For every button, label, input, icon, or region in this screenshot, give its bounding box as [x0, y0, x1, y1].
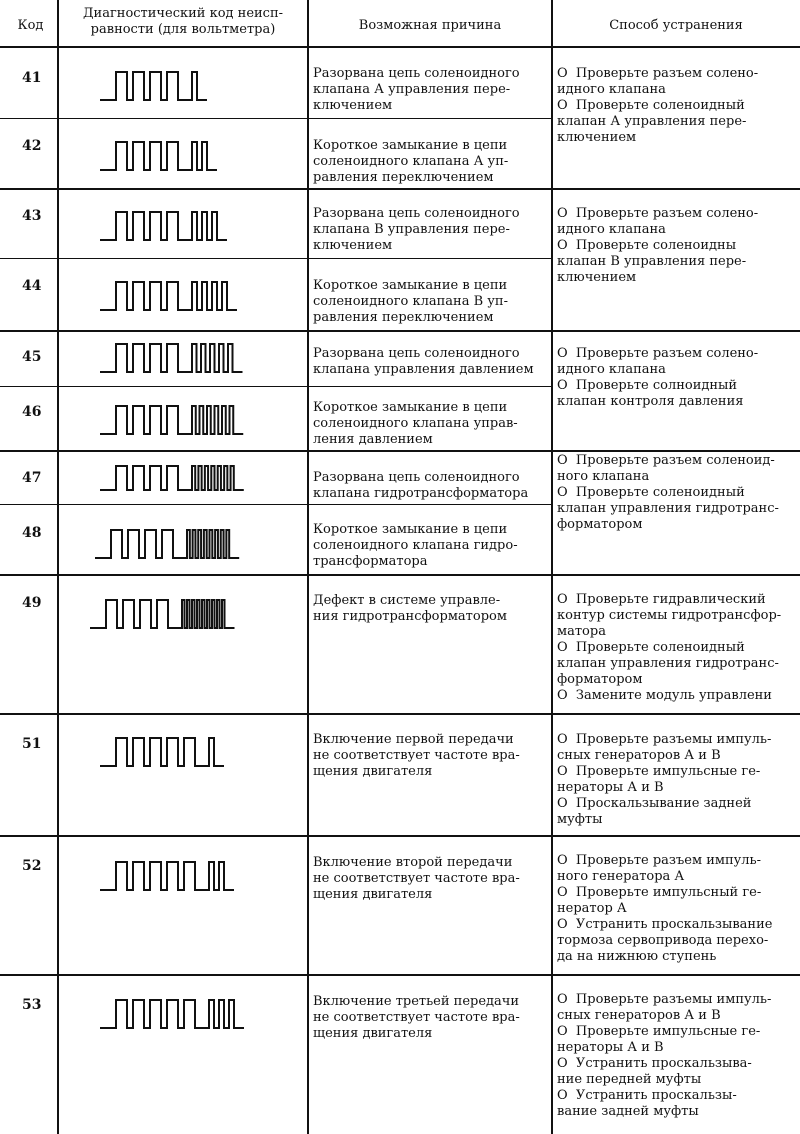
pulse-signal-44 [100, 276, 270, 316]
row-remedy: О Проверьте разъем соленоид- ного клапана О Проверьте соленоидный клапан управления гидротранс- форматором [557, 453, 779, 532]
row-code: 46 [22, 404, 42, 420]
header-cause: Возможная причина [358, 18, 502, 33]
row-cause: Короткое замыкание в цепи соленоидного клапана гидро- трансформатора [313, 522, 518, 569]
row-remedy: О Проверьте разъем солено- идного клапана О Проверьте соленоидный клапан А управления пере- ключением [557, 66, 759, 145]
header-bottom-line [0, 46, 800, 48]
pulse-signal-46 [100, 400, 280, 440]
row-code: 42 [22, 138, 42, 154]
row-divider [0, 713, 800, 715]
row-divider [0, 188, 800, 190]
pulse-signal-45 [100, 338, 280, 378]
row-cause: Разорвана цепь соленоидного клапана В управления пере- ключением [313, 206, 520, 253]
pulse-signal-52 [100, 856, 270, 896]
pulse-waveform-line [90, 600, 235, 628]
pulse-signal-51 [100, 732, 270, 772]
pulse-signal-43 [100, 206, 260, 246]
row-cause: Разорвана цепь соленоидного клапана А управления пере- ключением [313, 66, 520, 113]
row-cause: Дефект в системе управле- ния гидротрансформатором [313, 593, 507, 624]
pulse-waveform-line [100, 72, 207, 100]
pulse-waveform-line [100, 738, 224, 766]
row-divider [0, 574, 800, 576]
row-remedy: О Проверьте разъем солено- идного клапана О Проверьте соленоидны клапан В управления пере- ключением [557, 206, 759, 285]
pulse-signal-53 [100, 994, 270, 1034]
row-cause: Включение третьей передачи не соответствует частоте вра- щения двигателя [313, 994, 520, 1041]
pulse-waveform-line [100, 282, 237, 310]
row-cause: Включение второй передачи не соответствует частоте вра- щения двигателя [313, 855, 520, 902]
row-divider [0, 118, 553, 119]
row-code: 47 [22, 470, 42, 486]
pulse-signal-48 [95, 524, 285, 564]
row-code: 53 [22, 997, 42, 1013]
pulse-signal-49 [90, 594, 290, 634]
pulse-waveform-line [100, 142, 217, 170]
row-code: 52 [22, 858, 42, 874]
row-divider [0, 386, 553, 387]
row-cause: Короткое замыкание в цепи соленоидного клапана А уп- равления переключением [313, 138, 509, 185]
row-code: 43 [22, 208, 42, 224]
row-remedy: О Проверьте разъем импуль- ного генератора А О Проверьте импульсный ге- нератор А О Устранить проскальзывание тормоза сервопривода перехо- да на нижнюю ступень [557, 853, 773, 964]
pulse-waveform-line [95, 530, 239, 558]
row-cause: Включение первой передачи не соответствует частоте вра- щения двигателя [313, 732, 520, 779]
row-remedy: О Проверьте разъемы импуль- сных генераторов А и В О Проверьте импульсные ге- нераторы А и В О Устранить проскальзыва- ние передней муфты О Устранить проскальзы- вание задней муфты [557, 992, 772, 1119]
row-cause: Короткое замыкание в цепи соленоидного клапана управ- ления давлением [313, 400, 518, 447]
row-remedy: О Проверьте разъемы импуль- сных генераторов А и В О Проверьте импульсные ге- нераторы А и В О Проскальзывание задней муфты [557, 732, 772, 827]
row-divider [0, 450, 800, 452]
row-code: 45 [22, 349, 42, 365]
header-signal: Диагностический код неисп- равности (для вольтметра) [82, 6, 284, 37]
header-remedy: Способ устранения [609, 18, 743, 33]
pulse-waveform-line [100, 406, 243, 434]
row-remedy: О Проверьте гидравлический контур системы гидротрансфор- матора О Проверьте соленоидный клапан управления гидротранс- форматором О Замените модуль управлени [557, 592, 782, 703]
pulse-signal-47 [100, 460, 280, 496]
row-divider [0, 835, 800, 837]
row-divider [0, 974, 800, 976]
row-cause: Разорвана цепь соленоидного клапана гидротрансформатора [313, 470, 529, 501]
row-code: 51 [22, 736, 42, 752]
pulse-waveform-line [100, 862, 234, 890]
row-code: 48 [22, 525, 42, 541]
pulse-waveform-line [100, 212, 227, 240]
row-cause: Короткое замыкание в цепи соленоидного клапана В уп- равления переключением [313, 278, 508, 325]
row-code: 49 [22, 595, 42, 611]
pulse-waveform-line [100, 1000, 244, 1028]
row-divider [0, 258, 553, 259]
column-divider [551, 0, 553, 1134]
pulse-signal-41 [100, 66, 250, 106]
row-divider [0, 504, 553, 505]
column-divider [307, 0, 309, 1134]
row-code: 44 [22, 278, 42, 294]
row-code: 41 [22, 70, 42, 86]
column-divider [57, 0, 59, 1134]
header-code: Код [17, 18, 44, 33]
pulse-waveform-line [100, 344, 243, 372]
pulse-waveform-line [100, 466, 244, 490]
pulse-signal-42 [100, 136, 250, 176]
row-divider [0, 330, 800, 332]
row-remedy: О Проверьте разъем солено- идного клапана О Проверьте солноидный клапан контроля давления [557, 346, 759, 409]
row-cause: Разорвана цепь соленоидного клапана управления давлением [313, 346, 534, 377]
